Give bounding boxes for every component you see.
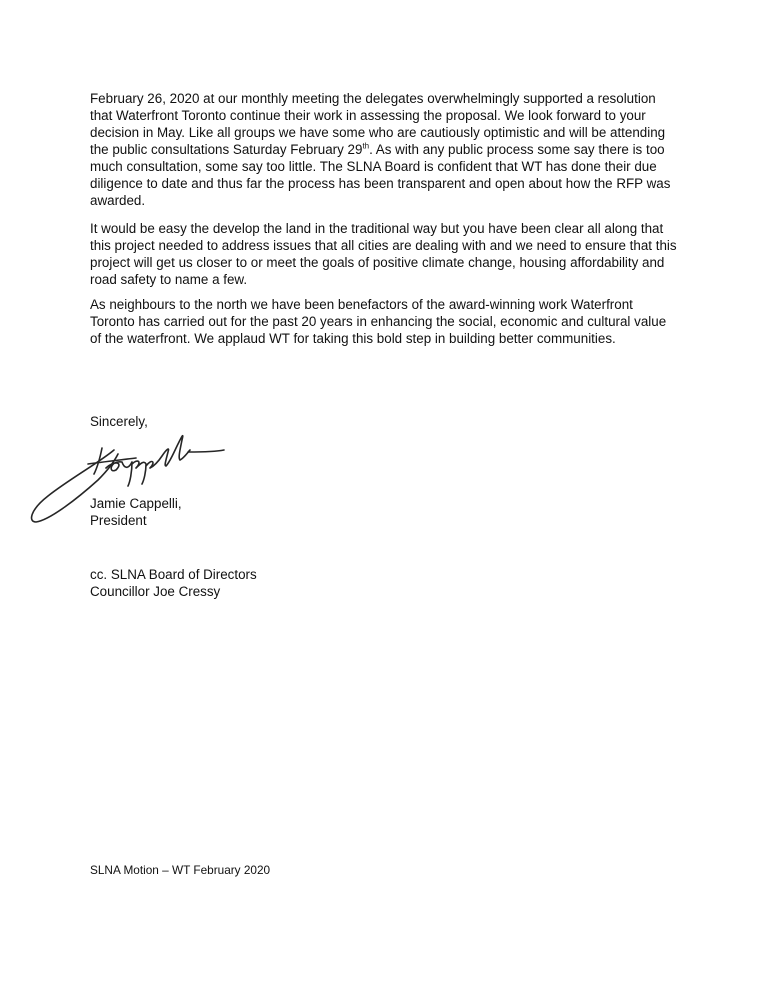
paragraph-2: It would be easy the develop the land in the traditional way but you have been clear all along that this project needed to address issues that all cities are dealing with and we need to ensure that this project will get us closer to or meet the goals of positive climate change, housing affordability and road safety to name a few. [90, 221, 677, 287]
signatory-name: Jamie Cappelli, [90, 496, 182, 511]
paragraph-3: As neighbours to the north we have been benefactors of the award-winning work Waterfront Toronto has carried out for the past 20 years in enhancing the social, economic and cultural value of the waterfront. We applaud WT for taking this bold step in building better communities. [90, 297, 667, 346]
cc-line-board: cc. SLNA Board of Directors [90, 567, 257, 582]
cc-line-councillor: Councillor Joe Cressy [90, 584, 221, 599]
paragraph-1: February 26, 2020 at our monthly meeting the delegates overwhelmingly supported a resolution that Waterfront Toronto continue their work in assessing the proposal. We look forward to your decision in May. Like all groups we have some who are cautiously optimistic and will be attending the public consultations Saturday February 29th. As with any public process some say there is too much consultation, some say too little. The SLNA Board is confident that WT has done their due diligence to date and thus far the process has been transparent and open about how the RFP was awarded. [90, 91, 671, 208]
page-footer: SLNA Motion – WT February 2020 [90, 863, 271, 877]
signatory-title: President [90, 513, 147, 528]
closing: Sincerely, [90, 414, 148, 429]
